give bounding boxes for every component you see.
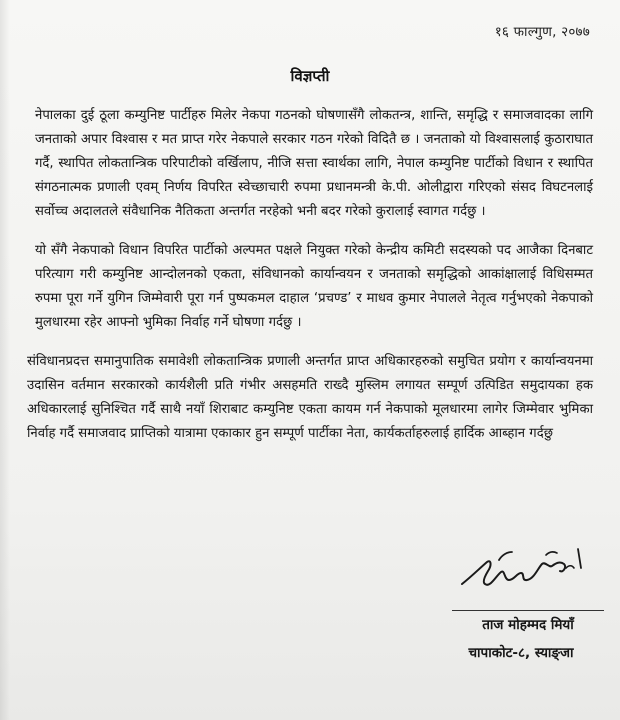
signatory-address: चापाकोट-८, स्याङ्जा — [468, 645, 574, 661]
paragraph-1: नेपालका दुई ठूला कम्युनिष्ट पार्टीहरु मिलेर नेकपा गठनको घोषणासँगै लोकतन्त्र, शान्ति, समृद्धि र समाजवादका लागि जनताको अपार विश्वास र मत प्राप्त गरेर नेकपाले सरकार गठन गरेको विदितै छ । जनताको यो विश्वासलाई कुठाराघात गर्दै, स्थापित लोकतान्त्रिक परिपाटीको वर्खिलाप, नीजि सत्ता स्वार्थका लागि, नेपाल कम्युनिष्ट पार्टीको विधान र स्थापित संगठनात्मक प्रणाली एवम् निर्णय विपरित स्वेच्छाचारी रुपमा प्रधानमन्त्री के.पी. ओलीद्वारा गरिएको संसद विघटनलाई सर्वोच्च अदालतले संवैधानिक नैतिकता अन्तर्गत नरहेको भनी बदर गरेको कुरालाई स्वागत गर्दछु । — [35, 108, 593, 219]
page-shadow — [0, 0, 10, 720]
document-date: १६ फाल्गुण, २०७७ — [494, 24, 590, 40]
paragraph-3: संविधानप्रदत्त समानुपातिक समावेशी लोकतान्त्रिक प्रणाली अन्तर्गत प्राप्त अधिकारहरुको समुचित प्रयोग र कार्यान्वयनमा उदासिन वर्तमान सरकारको कार्यशैली प्रति गंभीर असहमति राख्दै मुस्लिम लगायत सम्पूर्ण उत्पिडित समुदायका हक अधिकारलाई सुनिश्चित गर्दै साथै नयाँ शिराबाट कम्युनिष्ट एकता कायम गर्न नेकपाको मूलधारमा लागेर जिम्मेवार भुमिका निर्वाह गर्दै समाजवाद प्राप्तिको यात्रामा एकाकार हुन सम्पूर्ण पार्टीका नेता, कार्यकर्ताहरुलाई हार्दिक आब्हान गर्दछु — [27, 354, 593, 441]
signatory-name: ताज मोहम्मद मियाँ — [452, 610, 604, 633]
document-title: विज्ञप्ती — [290, 67, 330, 85]
paragraph-2: यो सँगै नेकपाको विधान विपरित पार्टीको अल्पमत पक्षले नियुक्त गरेको केन्द्रीय कमिटी सदस्यको पद आजैका दिनबाट परित्याग गरी कम्युनिष्ट आन्दोलनको एकता, संविधानको कार्यान्वयन र जनताको समृद्धिको आकांक्षालाई विधिसम्मत रुपमा पूरा गर्ने युगिन जिम्मेवारी पूरा गर्न पुष्पकमल दाहाल ‘प्रचण्ड’ र माधव कुमार नेपालले नेतृत्व गर्नुभएको नेकपाको मुलधारमा रहेर आफ्नो भुमिका निर्वाह गर्ने घोषणा गर्दछु । — [35, 243, 593, 330]
handwritten-signature — [454, 538, 604, 608]
document-body — [27, 104, 593, 461]
